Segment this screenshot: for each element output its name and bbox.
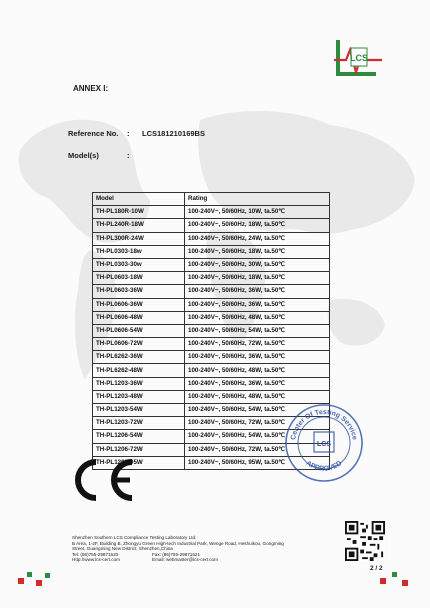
- rating-cell: 100-240V~, 50/60Hz, 18W, ta.50℃: [185, 245, 330, 258]
- stamp-text: Center Of Testing Service: [290, 408, 358, 441]
- model-cell: TH-PL180R-10W: [93, 206, 185, 219]
- model-cell: TH-PL240R-18W: [93, 219, 185, 232]
- model-cell: TH-PL1203-48W: [93, 390, 185, 403]
- rating-cell: 100-240V~, 50/60Hz, 18W, ta.50℃: [185, 272, 330, 285]
- table-row: [93, 232, 330, 245]
- footer: [72, 535, 284, 563]
- model-cell: TH-PL0606-36W: [93, 298, 185, 311]
- decor-square: [45, 573, 50, 578]
- table-row: [93, 219, 330, 232]
- rating-cell: 100-240V~, 50/60Hz, 72W, ta.50℃: [185, 443, 330, 456]
- decor-square: [392, 572, 397, 577]
- header-rating: Rating: [185, 193, 330, 206]
- table-row: [93, 285, 330, 298]
- table-row: [93, 245, 330, 258]
- model-cell: TH-PL0606-48W: [93, 311, 185, 324]
- qr-code: [345, 521, 385, 561]
- model-cell: TH-PL1206-95W: [93, 456, 185, 469]
- model-cell: TH-PL0606-72W: [93, 338, 185, 351]
- model-cell: TH-PL1203-72W: [93, 417, 185, 430]
- table-row: [93, 206, 330, 219]
- rating-cell: 100-240V~, 50/60Hz, 72W, ta.50℃: [185, 338, 330, 351]
- decor-square: [18, 578, 24, 584]
- model-cell: TH-PL1206-72W: [93, 443, 185, 456]
- footer-company: Shenzhen Southern LCS Compliance Testing Laboratory Ltd.: [72, 535, 197, 540]
- footer-email-link[interactable]: Email: webmaster@lcs-cert.com: [152, 557, 218, 563]
- model-cell: TH-PL0303-18w: [93, 245, 185, 258]
- rating-cell: 100-240V~, 50/60Hz, 95W, ta.50℃: [185, 456, 330, 469]
- table-row: [93, 311, 330, 324]
- rating-cell: 100-240V~, 50/60Hz, 10W, ta.50℃: [185, 206, 330, 219]
- rating-cell: 100-240V~, 50/60Hz, 36W, ta.50℃: [185, 285, 330, 298]
- table-row: [93, 364, 330, 377]
- reference-colon: :: [127, 129, 130, 138]
- ce-mark: [66, 456, 138, 504]
- model-cell: TH-PL0303-30w: [93, 258, 185, 271]
- table-row: [93, 298, 330, 311]
- decor-square: [402, 580, 408, 586]
- rating-cell: 100-240V~, 50/60Hz, 36W, ta.50℃: [185, 351, 330, 364]
- models-colon: :: [127, 151, 130, 160]
- model-cell: TH-PL1203-36W: [93, 377, 185, 390]
- rating-cell: 100-240V~, 50/60Hz, 36W, ta.50℃: [185, 377, 330, 390]
- annex-title: ANNEX I:: [73, 84, 109, 93]
- model-cell: TH-PL0606-54W: [93, 324, 185, 337]
- header-model: Model: [93, 193, 185, 206]
- rating-cell: 100-240V~, 50/60Hz, 18W, ta.50℃: [185, 219, 330, 232]
- footer-website-link[interactable]: Http://www.lcs-cert.com: [72, 557, 120, 563]
- approval-stamp: [283, 402, 365, 484]
- rating-cell: 100-240V~, 50/60Hz, 48W, ta.50℃: [185, 390, 330, 403]
- model-cell: TH-PL0603-18W: [93, 272, 185, 285]
- table-row: [93, 272, 330, 285]
- rating-cell: 100-240V~, 50/60Hz, 48W, ta.50℃: [185, 364, 330, 377]
- model-cell: TH-PL6262-36W: [93, 351, 185, 364]
- footer-fax: Fax: (86)755-29871521: [152, 551, 201, 557]
- table-row: [93, 258, 330, 271]
- table-header-row: [93, 193, 330, 206]
- decor-square: [27, 572, 32, 577]
- footer-address-line-1: B Area, 1-2F, Building B, Zhongyu Green High-tech Industrial Park, Wenge Road, Heshuikou, Gongming: [72, 540, 284, 546]
- model-cell: TH-PL6262-48W: [93, 364, 185, 377]
- footer-address-line-2: Street, Guangming New District, Shenzhen,China: [72, 546, 173, 552]
- decor-square: [380, 578, 386, 584]
- rating-cell: 100-240V~, 50/60Hz, 36W, ta.50℃: [185, 298, 330, 311]
- rating-cell: 100-240V~, 50/60Hz, 54W, ta.50℃: [185, 430, 330, 443]
- rating-cell: 100-240V~, 50/60Hz, 30W, ta.50℃: [185, 258, 330, 271]
- svg-text:APPROVED: [305, 460, 344, 473]
- model-cell: TH-PL300R-24W: [93, 232, 185, 245]
- decor-square: [36, 580, 42, 586]
- model-cell: TH-PL1203-54W: [93, 404, 185, 417]
- reference-label: Reference No.: [68, 129, 119, 138]
- stamp-mark: LCS: [317, 441, 331, 448]
- table-row: [93, 377, 330, 390]
- footer-tel: Tel: (86)755-29871520: [72, 551, 119, 557]
- rating-cell: 100-240V~, 50/60Hz, 54W, ta.50℃: [185, 324, 330, 337]
- model-cell: TH-PL0603-36W: [93, 285, 185, 298]
- rating-cell: 100-240V~, 50/60Hz, 72W, ta.50℃: [185, 417, 330, 430]
- reference-value: LCS181210169BS: [142, 129, 205, 138]
- table-row: [93, 351, 330, 364]
- model-cell: TH-PL1206-54W: [93, 430, 185, 443]
- rating-cell: 100-240V~, 50/60Hz, 48W, ta.50℃: [185, 311, 330, 324]
- lcs-logo: [332, 36, 384, 80]
- table-row: [93, 324, 330, 337]
- models-label: Model(s): [68, 151, 99, 160]
- rating-cell: 100-240V~, 50/60Hz, 54W, ta.50℃: [185, 404, 330, 417]
- table-row: [93, 338, 330, 351]
- page-number: 2 / 2: [370, 565, 383, 572]
- logo-mark: LCS: [350, 53, 368, 63]
- rating-cell: 100-240V~, 50/60Hz, 24W, ta.50℃: [185, 232, 330, 245]
- stamp-approved-text: APPROVED: [304, 459, 344, 473]
